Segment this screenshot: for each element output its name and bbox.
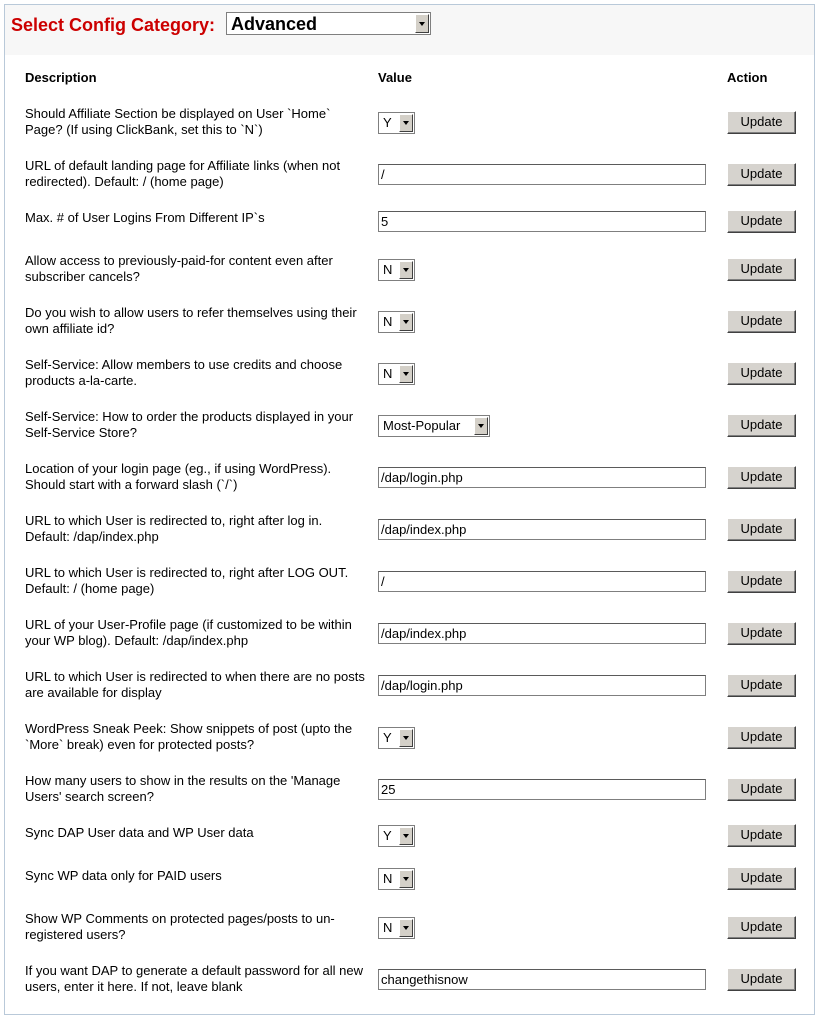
- row-description: Sync DAP User data and WP User data: [25, 825, 254, 840]
- value-select[interactable]: [378, 112, 415, 134]
- update-button[interactable]: Update: [727, 163, 796, 186]
- value-input[interactable]: [378, 164, 706, 185]
- chevron-down-icon[interactable]: [399, 313, 413, 331]
- row-description: URL of your User-Profile page (if customized to be within your WP blog). Default: /dap/index.php: [25, 617, 352, 648]
- update-button[interactable]: Update: [727, 310, 796, 333]
- value-input[interactable]: [378, 571, 706, 592]
- value-input[interactable]: [378, 675, 706, 696]
- chevron-down-icon[interactable]: [399, 870, 413, 888]
- value-select[interactable]: [378, 727, 415, 749]
- header-description: Description: [25, 70, 97, 85]
- row-description: Show WP Comments on protected pages/posts to un-registered users?: [25, 911, 335, 942]
- update-button[interactable]: Update: [727, 968, 796, 991]
- update-button[interactable]: Update: [727, 778, 796, 801]
- update-button[interactable]: Update: [727, 570, 796, 593]
- chevron-down-icon[interactable]: [399, 729, 413, 747]
- row-description: If you want DAP to generate a default password for all new users, enter it here. If not, leave blank: [25, 963, 363, 994]
- row-description: Location of your login page (eg., if using WordPress). Should start with a forward slash (`/`): [25, 461, 332, 492]
- chevron-down-icon[interactable]: [399, 261, 413, 279]
- row-description: Sync WP data only for PAID users: [25, 868, 222, 883]
- value-input[interactable]: [378, 211, 706, 232]
- update-button[interactable]: Update: [727, 867, 796, 890]
- value-select[interactable]: [378, 363, 415, 385]
- update-button[interactable]: Update: [727, 414, 796, 437]
- update-button[interactable]: Update: [727, 674, 796, 697]
- update-button[interactable]: Update: [727, 258, 796, 281]
- chevron-down-icon[interactable]: [399, 919, 413, 937]
- select-value: N: [383, 314, 393, 329]
- update-button[interactable]: Update: [727, 622, 796, 645]
- select-value: Y: [383, 828, 392, 843]
- value-select[interactable]: [378, 259, 415, 281]
- header-value: Value: [378, 70, 412, 85]
- select-value: N: [383, 262, 393, 277]
- select-value: Y: [383, 730, 392, 745]
- update-button[interactable]: Update: [727, 466, 796, 489]
- config-panel: [4, 4, 815, 1015]
- row-description: URL of default landing page for Affiliate links (when not redirected). Default: / (home page): [25, 158, 341, 189]
- value-input[interactable]: [378, 623, 706, 644]
- value-select[interactable]: [378, 825, 415, 847]
- update-button[interactable]: Update: [727, 111, 796, 134]
- chevron-down-icon[interactable]: [474, 417, 488, 435]
- value-input[interactable]: [378, 969, 706, 990]
- select-value: Most-Popular: [383, 418, 461, 433]
- category-label: Select Config Category:: [11, 15, 216, 35]
- chevron-down-icon[interactable]: [399, 114, 413, 132]
- row-description: Self-Service: How to order the products displayed in your Self-Service Store?: [25, 409, 354, 440]
- category-selected-value: Advanced: [231, 14, 318, 34]
- category-select[interactable]: [226, 12, 431, 35]
- row-description: Should Affiliate Section be displayed on User `Home` Page? (If using ClickBank, set this to `N`): [25, 106, 331, 137]
- row-description: Do you wish to allow users to refer themselves using their own affiliate id?: [25, 305, 357, 336]
- chevron-down-icon[interactable]: [399, 365, 413, 383]
- row-description: Self-Service: Allow members to use credits and choose products a-la-carte.: [25, 357, 343, 388]
- select-value: N: [383, 366, 393, 381]
- row-description: URL to which User is redirected to, right after LOG OUT. Default: / (home page): [25, 565, 349, 596]
- chevron-down-icon[interactable]: [415, 14, 429, 33]
- row-description: URL to which User is redirected to, right after log in. Default: /dap/index.php: [25, 513, 323, 544]
- update-button[interactable]: Update: [727, 726, 796, 749]
- value-select[interactable]: [378, 415, 490, 437]
- value-select[interactable]: [378, 917, 415, 939]
- row-description: Allow access to previously-paid-for content even after subscriber cancels?: [25, 253, 333, 284]
- row-description: WordPress Sneak Peek: Show snippets of post (upto the `More` break) even for protected posts?: [25, 721, 353, 752]
- update-button[interactable]: Update: [727, 916, 796, 939]
- update-button[interactable]: Update: [727, 210, 796, 233]
- select-value: Y: [383, 115, 392, 130]
- value-input[interactable]: [378, 519, 706, 540]
- update-button[interactable]: Update: [727, 362, 796, 385]
- category-bar: [5, 5, 814, 55]
- value-input[interactable]: [378, 467, 706, 488]
- row-description: URL to which User is redirected to when there are no posts are available for display: [25, 669, 365, 700]
- update-button[interactable]: Update: [727, 518, 796, 541]
- row-description: How many users to show in the results on the 'Manage Users' search screen?: [25, 773, 341, 804]
- select-value: N: [383, 871, 393, 886]
- value-select[interactable]: [378, 311, 415, 333]
- value-input[interactable]: [378, 779, 706, 800]
- select-value: N: [383, 920, 393, 935]
- header-action: Action: [727, 70, 768, 85]
- chevron-down-icon[interactable]: [399, 827, 413, 845]
- update-button[interactable]: Update: [727, 824, 796, 847]
- row-description: Max. # of User Logins From Different IP`s: [25, 210, 265, 225]
- value-select[interactable]: [378, 868, 415, 890]
